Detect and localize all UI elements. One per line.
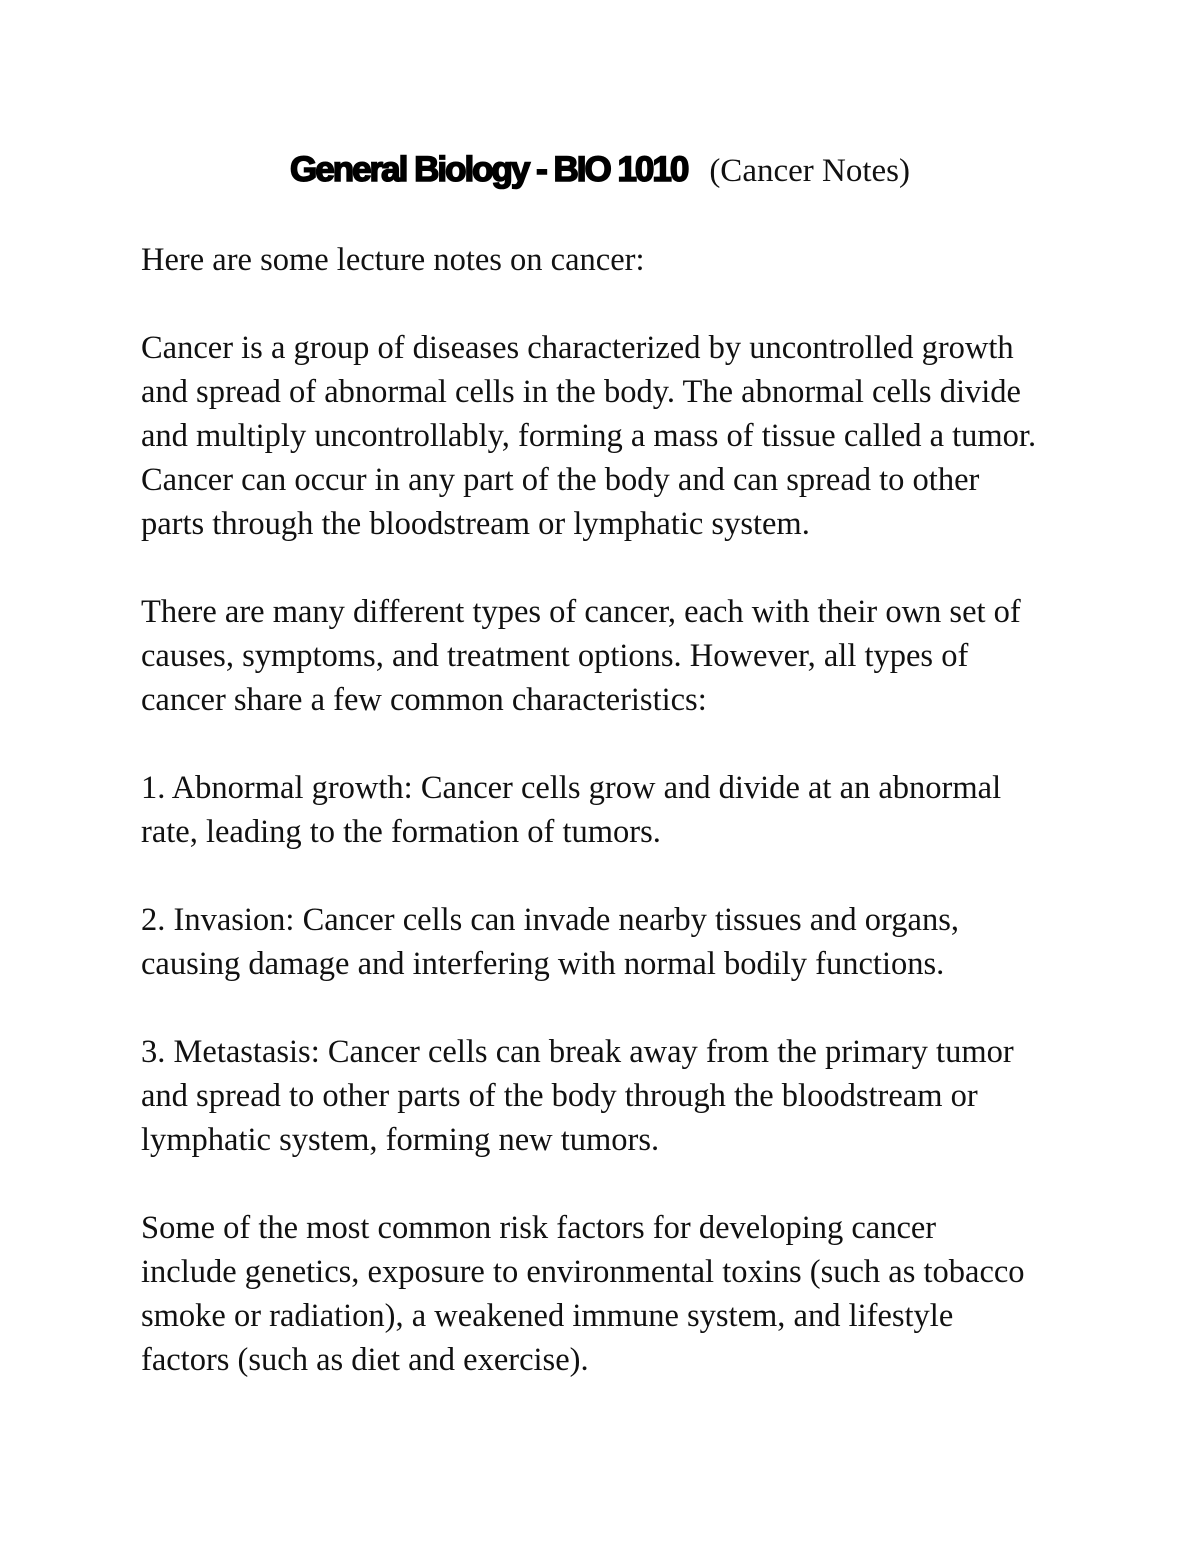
paragraph-line: 3. Metastasis: Cancer cells can break away from the primary tumor bbox=[141, 1034, 1014, 1070]
list-item-abnormal-growth bbox=[141, 766, 1081, 854]
paragraph-line: rate, leading to the formation of tumors. bbox=[141, 814, 661, 850]
paragraph-line: Cancer can occur in any part of the body and can spread to other bbox=[141, 462, 980, 498]
list-item-metastasis bbox=[141, 1030, 1081, 1162]
list-item-invasion bbox=[141, 898, 1081, 986]
paragraph-line: include genetics, exposure to environmental toxins (such as tobacco bbox=[141, 1254, 1025, 1290]
paragraph-line: 2. Invasion: Cancer cells can invade nearby tissues and organs, bbox=[141, 902, 959, 938]
paragraph-line: and spread to other parts of the body through the bloodstream or bbox=[141, 1078, 978, 1114]
intro-paragraph bbox=[141, 238, 1081, 282]
notes-subtitle: (Cancer Notes) bbox=[709, 153, 910, 189]
paragraph-line: smoke or radiation), a weakened immune system, and lifestyle bbox=[141, 1298, 954, 1334]
paragraph-line: factors (such as diet and exercise). bbox=[141, 1342, 589, 1378]
paragraph-line: Here are some lecture notes on cancer: bbox=[141, 242, 645, 278]
paragraph-line: and spread of abnormal cells in the body. The abnormal cells divide bbox=[141, 374, 1021, 410]
course-title: General Biology - BIO 1010 bbox=[290, 150, 688, 189]
document-heading bbox=[0, 146, 1200, 201]
document-body bbox=[141, 238, 1081, 1426]
risk-factors-paragraph bbox=[141, 1206, 1081, 1382]
definition-paragraph bbox=[141, 326, 1081, 546]
paragraph-line: Some of the most common risk factors for developing cancer bbox=[141, 1210, 937, 1246]
paragraph-line: There are many different types of cancer, each with their own set of bbox=[141, 594, 1021, 630]
paragraph-line: parts through the bloodstream or lymphatic system. bbox=[141, 506, 810, 542]
types-paragraph bbox=[141, 590, 1081, 722]
paragraph-line: causing damage and interfering with normal bodily functions. bbox=[141, 946, 945, 982]
paragraph-line: and multiply uncontrollably, forming a mass of tissue called a tumor. bbox=[141, 418, 1037, 454]
paragraph-line: lymphatic system, forming new tumors. bbox=[141, 1122, 660, 1158]
paragraph-line: cancer share a few common characteristics: bbox=[141, 682, 707, 718]
paragraph-line: 1. Abnormal growth: Cancer cells grow and divide at an abnormal bbox=[141, 770, 1002, 806]
paragraph-line: causes, symptoms, and treatment options. However, all types of bbox=[141, 638, 969, 674]
paragraph-line: Cancer is a group of diseases characterized by uncontrolled growth bbox=[141, 330, 1014, 366]
